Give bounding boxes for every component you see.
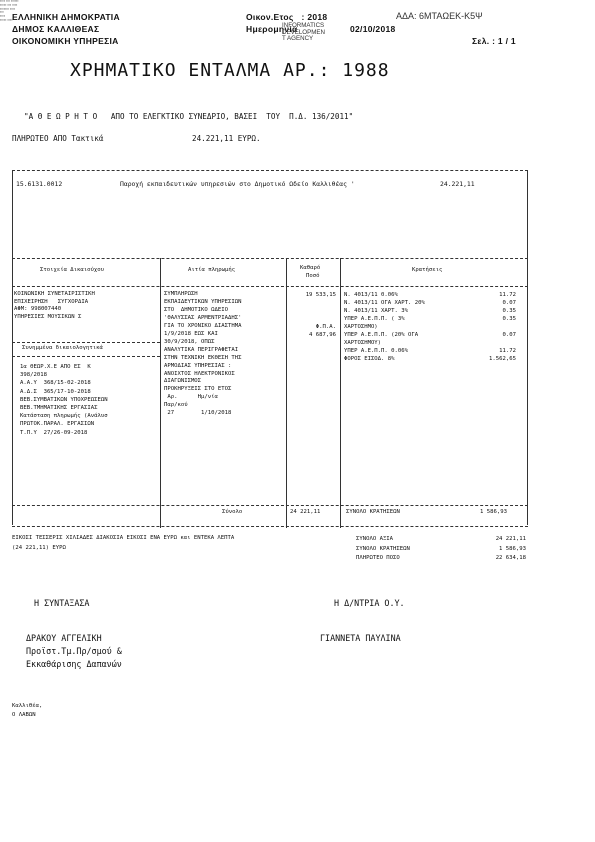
deduction-label: Ν. 4013/11 ΟΓΑ ΧΑΡΤ. 20% bbox=[344, 300, 425, 306]
footer-receiver: Ο ΛΑΒΩΝ bbox=[12, 712, 36, 718]
deduction-value: 11.72 bbox=[499, 292, 516, 298]
deduction-label: ΦΟΡΟΣ ΕΙΣΟΔ. 8% bbox=[344, 356, 395, 362]
header-deductions: Κρατήσεις bbox=[412, 267, 443, 273]
reason-line: ΓΙΑ ΤΟ ΧΡΟΝΙΚΟ ΔΙΑΣΤΗΜΑ bbox=[164, 322, 242, 329]
fiscal-year: Οικον.Ετος : 2018 bbox=[246, 12, 328, 22]
deductions-block bbox=[344, 291, 516, 363]
footer-place: Καλλιθέα, bbox=[12, 703, 43, 709]
digital-stamp: INFORMATICS DEVELOPMEN T AGENCY bbox=[282, 22, 325, 43]
table-left-border bbox=[12, 170, 13, 525]
deduction-row bbox=[344, 355, 516, 363]
entry-code: 15.6131.0012 bbox=[16, 180, 63, 188]
signature-title-1: Προϊστ.Τμ.Πρ/σμού & bbox=[26, 646, 122, 656]
signature-name-left: ΔΡΑΚΟΥ ΑΓΓΕΛΙΚΗ bbox=[26, 633, 102, 643]
entry-amount: 24.221,11 bbox=[440, 180, 475, 188]
deduction-row bbox=[344, 307, 516, 315]
signature-title-2: Εκκαθάρισης Δαπανών bbox=[26, 659, 122, 669]
deduction-value: 0.07 bbox=[502, 300, 516, 306]
net-value bbox=[288, 315, 336, 323]
deduction-label: Ν. 4013/11 ΧΑΡΤ. 3% bbox=[344, 308, 408, 314]
totals-top-divider bbox=[12, 505, 528, 506]
reason-line: 27 1/10/2018 bbox=[164, 410, 232, 417]
deduction-label: ΥΠΕΡ Α.Ε.Π.Π. (20% ΟΓΑ bbox=[344, 332, 419, 338]
deduction-value: 1.562,65 bbox=[489, 356, 516, 362]
reason-line: 1/9/2018 ΕΩΣ ΚΑΙ bbox=[164, 330, 218, 337]
docs-label: Συνημμένα δικαιολογητικά bbox=[22, 345, 103, 351]
deduction-label: Ν. 4013/11 0.06% bbox=[344, 292, 398, 298]
payable-amount: 24.221,11 ΕΥΡΩ. bbox=[192, 134, 261, 143]
summary-row bbox=[356, 535, 526, 545]
deduction-value: 0.35 bbox=[502, 308, 516, 314]
date-label: Ημερομηνία bbox=[246, 24, 298, 34]
amount-words-numeric: (24 221,11) ΕΥΡΩ bbox=[12, 545, 66, 551]
document-line: 1α ΘΕΩΡ.Χ.Ε ΑΠΟ ΕΣ Κ bbox=[20, 364, 91, 370]
reason-line: ΑΡΜΟΔΙΑΣ ΥΠΗΡΕΣΙΑΣ : bbox=[164, 362, 232, 369]
document-line: ΒΕΒ.ΣΥΜΒΑΤΙΚΩΝ ΥΠΟΧΡΕΩΣΕΩΝ bbox=[20, 396, 108, 403]
amount-words: ΕΙΚΟΣΙ ΤΕΣΣΕΡΙΣ ΧΙΛΙΑΔΕΣ ΔΙΑΚΟΣΙΑ ΕΙΚΟΣΙ ΕΝΑ ΕΥΡΩ και ΕΝΤΕΚΑ ΛΕΠΤΑ bbox=[12, 535, 235, 541]
header-line-1: ΕΛΛΗΝΙΚΗ ΔΗΜΟΚΡΑΤΙΑ bbox=[12, 12, 120, 22]
net-value bbox=[288, 299, 336, 307]
payable-label: ΠΛΗΡΩΤΕΟ ΑΠΟ Τακτικά bbox=[12, 134, 104, 143]
reason-line: ΣΤΟ ΔΗΜΟΤΙΚΟ ΩΔΕΙΟ bbox=[164, 306, 228, 313]
creditor-line: ΑΦΜ: 998007440 bbox=[14, 306, 62, 312]
deduction-value: 11.72 bbox=[499, 348, 516, 354]
document-line: Α.Δ.Σ 365/17-10-2018 bbox=[20, 388, 91, 395]
deduction-label: ΥΠΕΡ Α.Ε.Π.Π. 0.06% bbox=[344, 348, 408, 354]
document-line: Κατάσταση πληρωμής (Ανάλυσ bbox=[20, 413, 108, 420]
summary-value: 22 634,18 bbox=[495, 555, 526, 561]
reason-line: Παρ/κού bbox=[164, 402, 188, 409]
deduction-row bbox=[344, 299, 516, 307]
stamp-fine-print-icon: ▪▪▪▪ ▪▪▪ ▪▪▪▪▪▪ ▪▪▪▪▪ ▪▪▪ ▪▪▪▪ ▪▪▪▪▪▪▪ ▪▪▪▪ ▪▪▪ ▪▪▪▪ ▪▪▪▪▪ ▪▪▪▪ bbox=[0, 0, 19, 22]
page-number: Σελ. : 1 / 1 bbox=[472, 36, 516, 46]
net-value: 4 687,96 bbox=[309, 332, 336, 338]
document-line: ΠΡΩΤΟΚ.ΠΑΡΑΛ. ΕΡΓΑΣΙΩΝ bbox=[20, 421, 95, 428]
entry-description: Παροχή εκπαιδευτικών υπηρεσιών στο Δημοτικό Ωδείο Καλλιθέας ' bbox=[120, 180, 355, 188]
deduction-row bbox=[344, 291, 516, 299]
deduction-label: ΧΑΡΤΟΣΗΜΟΥ) bbox=[344, 340, 382, 346]
subtitle: "Α Θ Ε Ω Ρ Η Τ Ο ΑΠΟ ΤΟ ΕΛΕΓΚΤΙΚΟ ΣΥΝΕΔΡΙΟ, ΒΑΣΕΙ ΤΟΥ Π.Δ. 136/2011" bbox=[24, 112, 354, 121]
header-reason: Αιτία πληρωμής bbox=[188, 267, 236, 273]
creditor-line: ΕΠΙΧΕΙΡΗΣΗ ΣΥΓΧΟΡΔΙΑ bbox=[14, 298, 89, 305]
date-value: 02/10/2018 bbox=[350, 24, 396, 34]
header-net-1: Καθαρό bbox=[300, 265, 321, 271]
header-line-3: ΟΙΚΟΝΟΜΙΚΗ ΥΠΗΡΕΣΙΑ bbox=[12, 36, 119, 46]
deduction-row bbox=[344, 323, 516, 331]
deduction-label: ΧΑΡΤΟΣΗΜΟ) bbox=[344, 324, 378, 330]
header-net-2: Ποσό bbox=[306, 273, 320, 279]
header-line-2: ΔΗΜΟΣ ΚΑΛΛΙΘΕΑΣ bbox=[12, 24, 100, 34]
document-line: Α.Α.Υ 368/15-02-2018 bbox=[20, 380, 91, 387]
summary-block bbox=[356, 535, 526, 564]
signature-name-right: ΓΙΑΝΝΕΤΑ ΠΑΥΛΙΝΑ bbox=[320, 633, 401, 643]
reason-line: ΣΥΜΠΛΗΡΩΣΗ bbox=[164, 291, 198, 297]
column-divider-2 bbox=[286, 258, 287, 528]
deduction-row bbox=[344, 331, 516, 339]
deduction-value: 0.07 bbox=[502, 332, 516, 338]
reason-line: ΣΤΗΝ ΤΕΧΝΙΚΗ ΕΚΘΕΣΗ ΤΗΣ bbox=[164, 354, 242, 361]
reason-block bbox=[164, 291, 241, 418]
column-divider-1 bbox=[160, 258, 161, 528]
deduction-value: 0.35 bbox=[502, 316, 516, 322]
reason-line: ΠΡΟΚΗΡΥΞΕΙΣ ΣΤΟ ΕΤΟΣ bbox=[164, 386, 232, 393]
table-bottom-border bbox=[12, 526, 528, 527]
table-top-border bbox=[12, 170, 528, 171]
totals-deductions-value: 1 586,93 bbox=[480, 509, 507, 515]
document-line: Τ.Π.Υ 27/26-09-2018 bbox=[20, 429, 88, 436]
reason-line: ΔΙΑΓΩΝΙΣΜΟΣ bbox=[164, 378, 202, 385]
docs-block bbox=[20, 363, 108, 437]
creditor-block bbox=[14, 291, 95, 321]
reason-line: ΑΝΟΙΧΤΟΣ ΗΛΕΚΤΡΟΝΙΚΟΣ bbox=[164, 370, 235, 377]
summary-value: 1 586,93 bbox=[499, 545, 526, 552]
signature-role-right: Η Δ/ΝΤΡΙΑ Ο.Υ. bbox=[334, 598, 405, 608]
summary-label: ΠΛΗΡΩΤΕΟ ΠΟΣΟ bbox=[356, 555, 400, 561]
totals-deductions-label: ΣΥΝΟΛΟ ΚΡΑΤΗΣΕΩΝ bbox=[346, 509, 400, 515]
deduction-row bbox=[344, 347, 516, 355]
deduction-row bbox=[344, 339, 516, 347]
reason-line: ΕΚΠΑΙΔΕΥΤΙΚΩΝ ΥΠΗΡΕΣΙΩΝ bbox=[164, 298, 242, 305]
summary-value: 24 221,11 bbox=[495, 536, 526, 542]
page-title: ΧΡΗΜΑΤΙΚΟ ΕΝΤΑΛΜΑ ΑΡ.: 1988 bbox=[70, 60, 390, 81]
docs-divider bbox=[12, 342, 160, 343]
column-divider-3 bbox=[340, 258, 341, 528]
summary-row bbox=[356, 545, 526, 555]
table-right-border bbox=[527, 170, 528, 525]
net-block bbox=[288, 291, 336, 339]
ada-code: ΑΔΑ: 6ΜΤΑΩΕΚ-Κ5Ψ bbox=[396, 11, 483, 21]
deduction-label: ΥΠΕΡ Α.Ε.Π.Π. ( 3% bbox=[344, 316, 405, 322]
creditor-line: ΚΟΙΝΩΝΙΚΗ ΣΥΝΕΤΑΙΡΙΣΤΙΚΗ bbox=[14, 291, 95, 297]
reason-line: ΑΝΑΛΥΤΙΚΑ ΠΕΡΙΓΡΑΦΕΤΑΙ bbox=[164, 346, 239, 353]
net-value: 19 533,15 bbox=[305, 292, 336, 298]
document-line: 398/2018 bbox=[20, 372, 47, 379]
deduction-row bbox=[344, 315, 516, 323]
summary-label: ΣΥΝΟΛΟ ΑΞΙΑ bbox=[356, 536, 394, 542]
document-line: ΒΕΒ.ΤΜΗΜΑΤΙΚΗΣ ΕΡΓΑΣΙΑΣ bbox=[20, 405, 98, 412]
reason-line: 'ΘΑΛΥΣΣΑΣ ΑΡΜΕΝΤΡΙΑΔΗΣ' bbox=[164, 314, 242, 321]
header-bottom-divider bbox=[12, 286, 528, 287]
header-creditor: Στοιχεία Δικαιούχου bbox=[40, 267, 104, 273]
totals-label: Σύνολο bbox=[222, 509, 243, 515]
reason-line: 30/9/2018, ΟΠΩΣ bbox=[164, 338, 215, 345]
totals-net: 24 221,11 bbox=[290, 509, 321, 515]
reason-line: Αρ. Ημ/νία bbox=[164, 394, 218, 401]
net-value: Φ.Π.Α. bbox=[315, 324, 336, 330]
signature-role-left: Η ΣΥΝΤΑΞΑΣΑ bbox=[34, 598, 90, 608]
header-top-divider bbox=[12, 258, 528, 259]
creditor-line: ΥΠΗΡΕΣΙΕΣ ΜΟΥΣΙΚΩΝ Σ bbox=[14, 313, 82, 320]
net-value bbox=[288, 307, 336, 315]
docs-divider-2 bbox=[12, 356, 160, 357]
summary-row bbox=[356, 554, 526, 564]
summary-label: ΣΥΝΟΛΟ ΚΡΑΤΗΣΕΩΝ bbox=[356, 545, 410, 552]
